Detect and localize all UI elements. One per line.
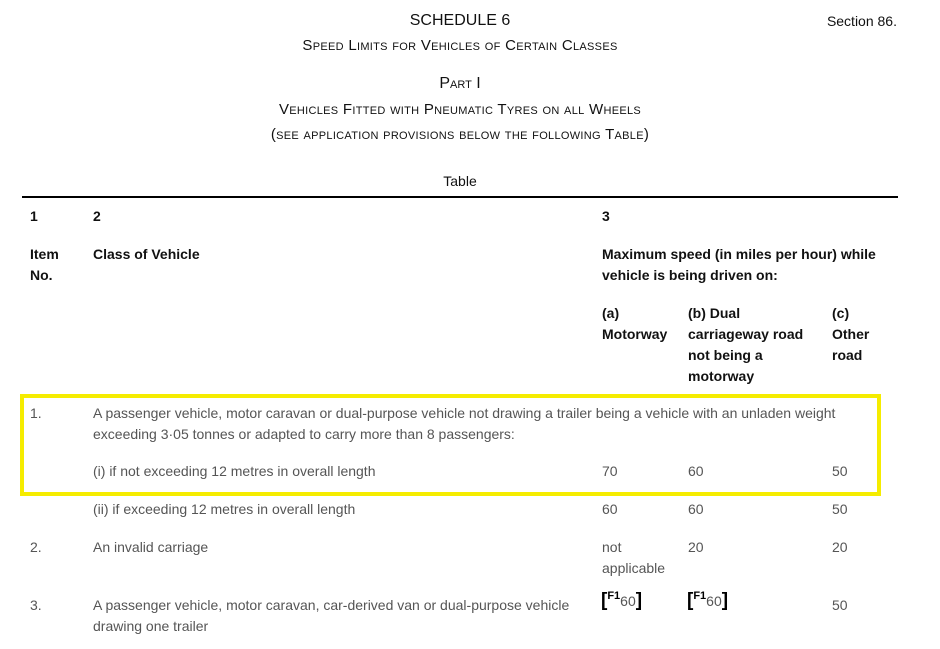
- row-3-item-number: 3.: [30, 597, 42, 613]
- column-number-2: 2: [93, 208, 101, 224]
- row-3-dual-carriageway-value: 60: [706, 593, 722, 609]
- header-motorway: (a) Motorway: [602, 305, 668, 342]
- row-1ii-dual-carriageway: 60: [688, 501, 704, 517]
- table-caption: Table: [443, 173, 477, 189]
- header-max-speed: Maximum speed (in miles per hour) while vehicle is being driven on:: [602, 246, 876, 283]
- amendment-bracket-close: ]: [635, 590, 643, 611]
- header-dual-carriageway: (b) Dual carriageway road not being a motorway: [688, 305, 804, 384]
- row-2-other-road: 20: [832, 539, 848, 555]
- row-1i-other-road: 50: [832, 463, 848, 479]
- section-reference-link[interactable]: Section 86.: [826, 13, 897, 29]
- header-class-of-vehicle: Class of Vehicle: [93, 246, 200, 262]
- part-title: Part I: [439, 75, 481, 92]
- part-subtitle: Vehicles Fitted with Pneumatic Tyres on all Wheels: [278, 101, 642, 118]
- row-1-description: A passenger vehicle, motor caravan or dual-purpose vehicle not drawing a trailer being a vehicle with an unladen weight exceeding 3·05 tonnes or adapted to carry more than 8 passengers:: [93, 405, 836, 442]
- row-1i-description: (i) if not exceeding 12 metres in overall length: [93, 463, 376, 479]
- amendment-bracket-open: [: [601, 590, 608, 611]
- row-2-item-number: 2.: [30, 539, 42, 555]
- table-top-rule: [22, 196, 898, 198]
- row-2-description: An invalid carriage: [93, 539, 209, 555]
- part-note: (see application provisions below the following Table): [270, 126, 650, 143]
- row-1ii-motorway: 60: [602, 501, 618, 517]
- row-1i-dual-carriageway: 60: [688, 463, 704, 479]
- amendment-marker-link[interactable]: F1: [693, 590, 707, 602]
- schedule-subtitle: Speed Limits for Vehicles of Certain Classes: [302, 37, 618, 54]
- row-3-other-road: 50: [832, 597, 848, 613]
- header-item-no: Item No.: [30, 246, 59, 283]
- amendment-marker-link[interactable]: F1: [607, 590, 621, 602]
- column-number-1: 1: [30, 208, 38, 224]
- row-3-description: A passenger vehicle, motor caravan, car-derived van or dual-purpose vehicle drawing one trailer: [93, 597, 570, 634]
- row-2-motorway: not applicable: [602, 539, 666, 576]
- row-3-dual-carriageway-amendment: [687, 590, 728, 612]
- column-number-3: 3: [602, 208, 610, 224]
- row-1-item-number: 1.: [30, 405, 42, 421]
- row-1i-motorway: 70: [602, 463, 618, 479]
- row-1ii-description: (ii) if exceeding 12 metres in overall length: [93, 501, 356, 517]
- row-3-motorway-value: 60: [620, 593, 636, 609]
- header-other-road: (c) Other road: [832, 305, 870, 363]
- row-3-motorway-amendment: [601, 590, 642, 612]
- amendment-bracket-close: ]: [721, 590, 729, 611]
- row-1ii-other-road: 50: [832, 501, 848, 517]
- schedule-title: SCHEDULE 6: [409, 12, 511, 29]
- amendment-bracket-open: [: [687, 590, 694, 611]
- row-2-dual-carriageway: 20: [688, 539, 704, 555]
